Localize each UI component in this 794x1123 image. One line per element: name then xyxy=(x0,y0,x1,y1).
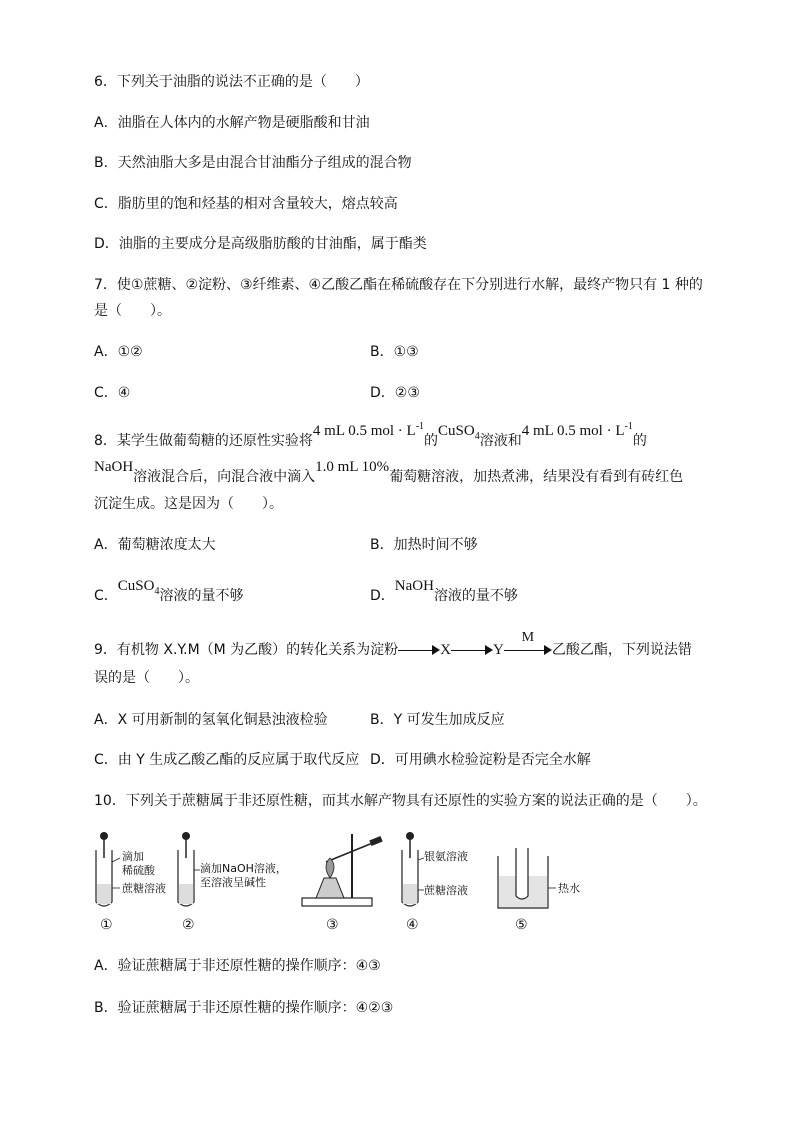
q9-option-c: C．由 Y 生成乙酸乙酯的反应属于取代反应 xyxy=(94,752,360,768)
q6-option-d: D．油脂的主要成分是高级脂肪酸的甘油酯，属于酯类 xyxy=(94,236,427,252)
q7-stem-line2: 是（ ）。 xyxy=(94,303,171,319)
experiment-apparatus-figure xyxy=(90,826,590,936)
q6-stem: 6．下列关于油脂的说法不正确的是（ ） xyxy=(94,74,369,90)
reaction-arrow-3: M xyxy=(504,643,552,657)
q8-formula-2: 4 mL 0.5 mol · $L^{-1}$ xyxy=(521,421,633,439)
q7-option-c: C．④ xyxy=(94,385,131,401)
q8-option-a: A．葡萄糖浓度太大 xyxy=(94,537,216,553)
q9-option-d: D．可用碘水检验淀粉是否完全水解 xyxy=(370,752,591,768)
svg-text:至溶液呈碱性: 至溶液呈碱性 xyxy=(200,876,266,889)
q8-option-d: D．NaOH溶液的量不够 xyxy=(370,578,518,604)
q8-formula-3: 1.0 mL 10% xyxy=(315,459,390,475)
q10-stem: 10．下列关于蔗糖属于非还原性糖，而其水解产物具有还原性的实验方案的说法正确的是（ ）。 xyxy=(94,793,707,809)
svg-text:蔗糖溶液: 蔗糖溶液 xyxy=(424,884,468,897)
q9-stem-line2: 误的是（ ）。 xyxy=(94,670,199,686)
q10-option-a: A．验证蔗糖属于非还原性糖的操作顺序：④③ xyxy=(94,958,381,974)
reaction-arrow-1 xyxy=(398,643,440,657)
q7-option-b: B．①③ xyxy=(370,344,419,360)
q8-stem-line3: 沉淀生成。这是因为（ ）。 xyxy=(94,496,283,512)
q8-option-c: C．CuSO$^4$溶液的量不够 xyxy=(94,578,244,604)
svg-text:①: ① xyxy=(100,917,113,933)
svg-text:银氨溶液: 银氨溶液 xyxy=(424,850,468,863)
svg-text:滴加NaOH溶液，: 滴加NaOH溶液， xyxy=(200,862,287,875)
q8-option-b: B．加热时间不够 xyxy=(370,537,478,553)
svg-text:③: ③ xyxy=(326,917,339,933)
apparatus-1-tube xyxy=(96,832,120,906)
q9-stem-line1: 9．有机物 X.Y.M（M 为乙酸）的转化关系为淀粉 X Y M 乙酸乙酯，下列说法错 xyxy=(94,630,692,658)
q7-option-d: D．②③ xyxy=(370,385,420,401)
q10-option-b: B．验证蔗糖属于非还原性糖的操作顺序：④②③ xyxy=(94,1000,394,1016)
q6-option-a: A．油脂在人体内的水解产物是硬脂酸和甘油 xyxy=(94,115,370,131)
q8-formula-1: 4 mL 0.5 mol · $L^{-1}$ xyxy=(312,421,425,439)
svg-text:⑤: ⑤ xyxy=(515,917,528,933)
q9-option-a: A．X 可用新制的氢氧化铜悬浊液检验 xyxy=(94,712,328,728)
apparatus-5-beaker xyxy=(498,848,556,908)
apparatus-3-burner-stand xyxy=(302,834,383,906)
q7-stem-line1: 7．使①蔗糖、②淀粉、③纤维素、④乙酸乙酯在稀硫酸存在下分别进行水解，最终产物只有 1 种的 xyxy=(94,277,703,293)
svg-text:②: ② xyxy=(182,917,195,933)
q8-stem-line2: NaOH溶液混合后，向混合液中滴入1.0 mL 10%葡萄糖溶液，加热煮沸，结果没有看到有砖红色 xyxy=(94,459,684,485)
q7-option-a: A．①② xyxy=(94,344,143,360)
svg-text:滴加: 滴加 xyxy=(122,850,144,863)
q9-option-b: B．Y 可发生加成反应 xyxy=(370,712,505,728)
svg-text:蔗糖溶液: 蔗糖溶液 xyxy=(122,882,166,895)
apparatus-4-tube xyxy=(402,832,424,906)
svg-text:④: ④ xyxy=(406,917,419,933)
q6-option-c: C．脂肪里的饱和烃基的相对含量较大，熔点较高 xyxy=(94,196,398,212)
svg-text:稀硫酸: 稀硫酸 xyxy=(122,864,155,877)
apparatus-2-tube xyxy=(178,832,200,906)
cuso4-formula: CuSO$_4$ xyxy=(438,423,480,442)
q8-stem-line1: 8．某学生做葡萄糖的还原性实验将4 mL 0.5 mol · $L^{-1}$的CuSO$_4$溶液和4 mL 0.5 mol · $L^{-1}$的 xyxy=(94,421,647,449)
naoh-formula: NaOH xyxy=(94,459,134,475)
reaction-arrow-2 xyxy=(451,643,493,657)
q6-option-b: B．天然油脂大多是由混合甘油酯分子组成的混合物 xyxy=(94,155,412,171)
svg-text:热水: 热水 xyxy=(558,882,580,895)
